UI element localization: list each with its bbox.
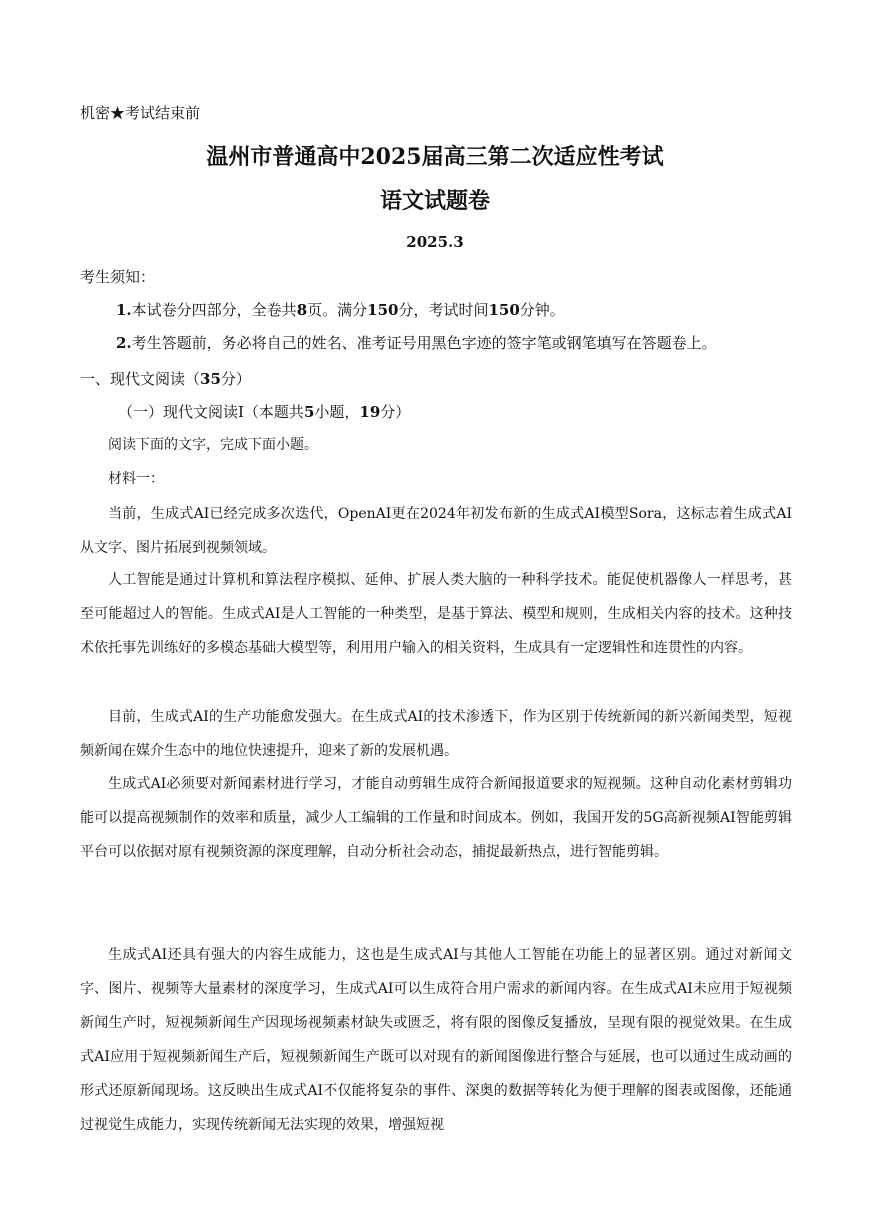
notice-item-1-text-c: 分，考试时间 [398,301,489,319]
notice-item-1 [116,300,565,320]
exam-title: 温州市普通高中2025届高三第二次适应性考试 [206,144,664,170]
paragraph: 生成式AI还具有强大的内容生成能力，这也是生成式AI与其他人工智能在功能上的显著区别。通过对新闻文字、图片、视频等大量素材的深度学习，生成式AI可以生成符合用户需求的新闻内容。在生成式AI未应用于短视频新闻生产时，短视频新闻生产因现场视频素材缺失或匮乏，将有限的图像反复播放，呈现有限的视觉效果。在生成式AI应用于短视频新闻生产后，短视频新闻生产既可以对现有的新闻图像进行整合与延展，也可以通过生成动画的形式还原新闻现场。这反映出生成式AI不仅能将复杂的事件、深奥的数据等转化为便于理解的图表或图像，还能通过视觉生成能力，实现传统新闻无法实现的效果，增强短视 [80,947,792,1133]
notice-item-1-score: 150 [367,301,399,319]
notice-item-1-text-a: 本试卷分四部分，全卷共 [131,301,297,319]
section-title-score: 35 [200,370,221,388]
notice-item-1-text-b: 页。满分 [307,301,368,319]
material-label: 材料一： [108,471,164,487]
notice-item-1-text-d: 分钟。 [519,301,565,319]
subsection-score: 19 [359,403,381,421]
subsection-text-a: （一）现代文阅读Ⅰ（本题共 [118,403,304,421]
notice-item-1-time: 150 [488,301,520,319]
subsection-title [118,402,410,422]
exam-date: 2025.3 [406,233,464,251]
notice-item-1-pages: 8 [296,301,308,319]
section-title [80,369,251,389]
subsection-question-count: 5 [303,403,315,421]
paragraph: 生成式AI必须要对新闻素材进行学习，才能自动剪辑生成符合新闻报道要求的短视频。这种自动化素材剪辑功能可以提高视频制作的效率和质量，减少人工编辑的工作量和时间成本。例如，我国开发的5G高新视频AI智能剪辑平台可以依据对原有视频资源的深度理解，自动分析社会动态，捕捉最新热点，进行智能剪辑。 [80,776,792,860]
notice-item-1-number: 1. [116,301,132,319]
subsection-text-b: 小题， [314,403,360,421]
notice-item-2-text: 考生答题前，务必将自己的姓名、准考证号用黑色字迹的签字笔或钢笔填写在答题卷上。 [131,334,717,352]
exam-subtitle: 语文试题卷 [379,188,490,214]
section-title-text-b: 分） [220,370,251,388]
notice-item-2-number: 2. [116,334,132,352]
section-title-text-a: 一、现代文阅读（ [80,370,201,388]
confidential-label: 机密★考试结束前 [80,104,201,122]
paragraph: 人工智能是通过计算机和算法程序模拟、延伸、扩展人类大脑的一种科学技术。能促使机器像人一样思考，甚至可能超过人的智能。生成式AI是人工智能的一种类型，是基于算法、模型和规则，生成相关内容的技术。这种技术依托事先训练好的多模态基础大模型等，利用用户输入的相关资料，生成具有一定逻辑性和连贯性的内容。 [80,572,792,656]
notice-item-2 [116,333,717,353]
paragraph: 目前，生成式AI的生产功能愈发强大。在生成式AI的技术渗透下，作为区别于传统新闻的新兴新闻类型，短视频新闻在媒介生态中的地位快速提升，迎来了新的发展机遇。 [80,709,792,759]
paragraph: 当前，生成式AI已经完成多次迭代，OpenAI更在2024年初发布新的生成式AI模型Sora，这标志着生成式AI从文字、图片拓展到视频领域。 [80,506,792,556]
subsection-text-c: 分） [380,403,411,421]
notice-heading: 考生须知： [80,268,156,286]
reading-instruction: 阅读下面的文字，完成下面小题。 [108,437,318,453]
